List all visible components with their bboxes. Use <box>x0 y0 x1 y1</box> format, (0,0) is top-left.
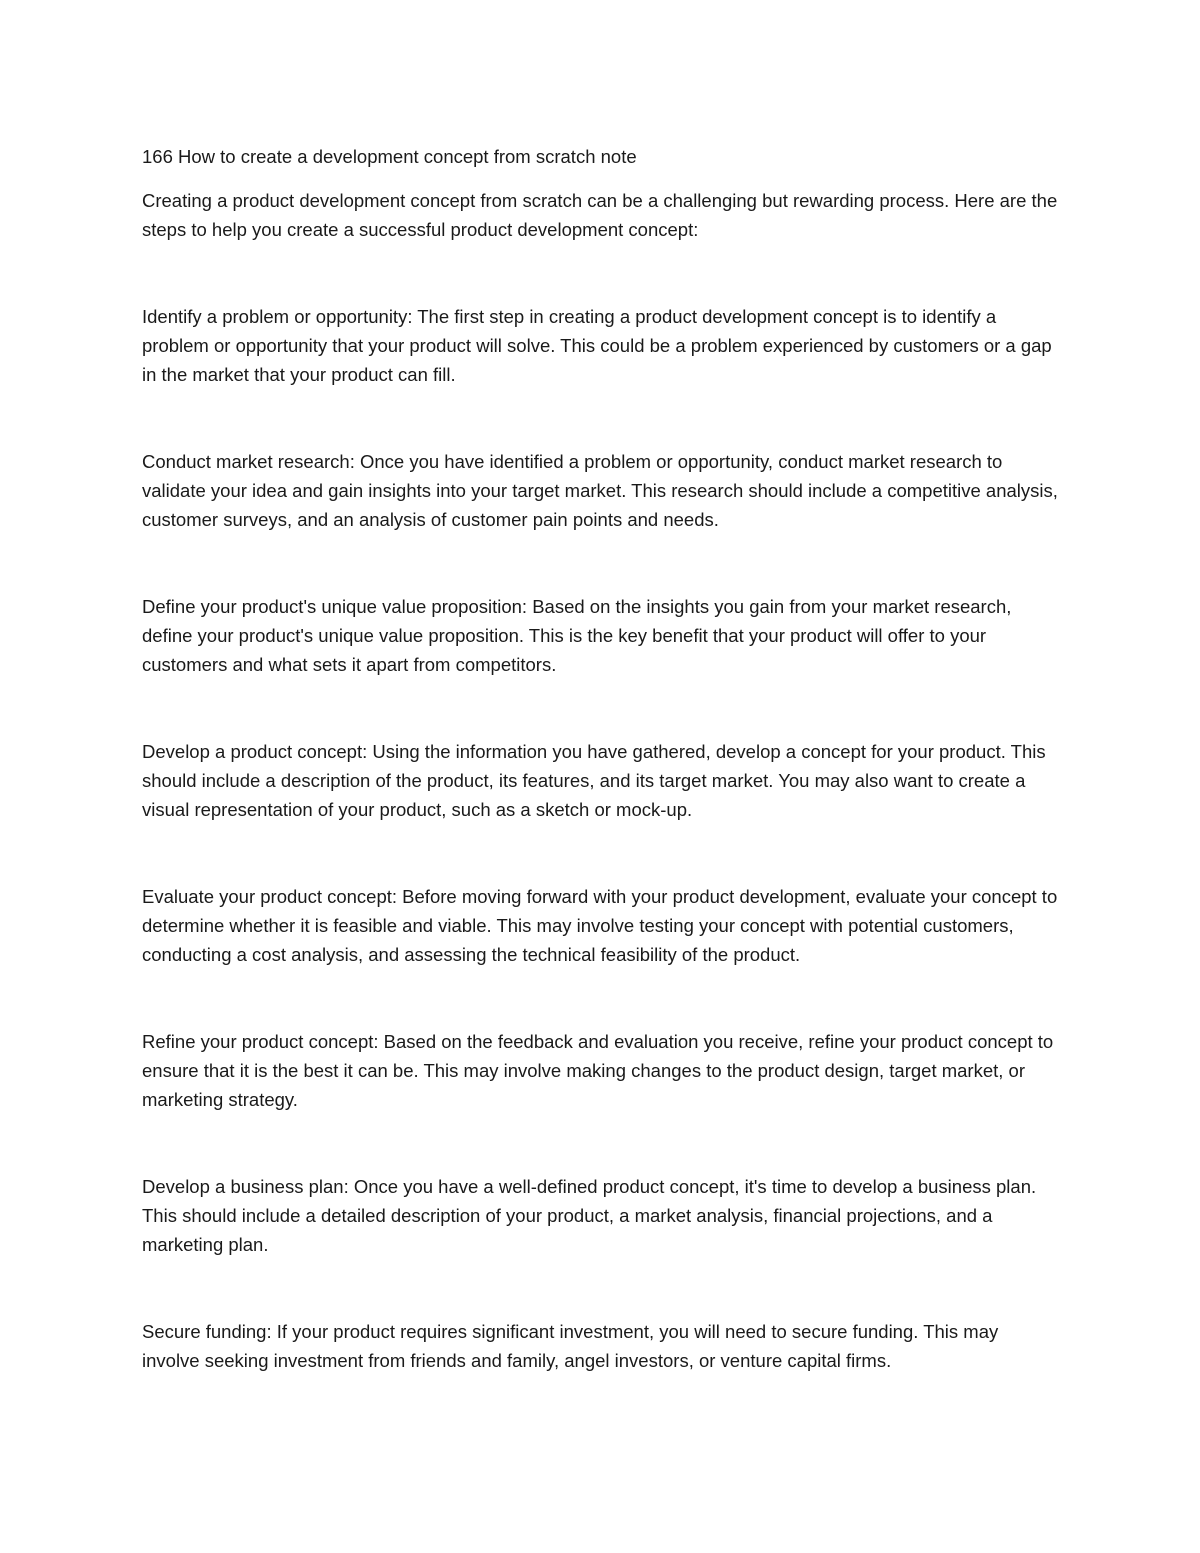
step-value-proposition: Define your product's unique value proposition: Based on the insights you gain from your market research, define your product's unique value proposition. This is the key benefit that your product will offer to your customers and what sets it apart from competitors. <box>142 596 1012 675</box>
document-body <box>142 142 1060 1433</box>
step-evaluate-concept: Evaluate your product concept: Before moving forward with your product development, evaluate your concept to determine whether it is feasible and viable. This may involve testing your concept with potential customers, conducting a cost analysis, and assessing the technical feasibility of the product. <box>142 886 1058 965</box>
step-identify-problem: Identify a problem or opportunity: The first step in creating a product development concept is to identify a problem or opportunity that your product will solve. This could be a problem experienced by customers or a gap in the market that your product can fill. <box>142 306 1052 385</box>
document-title: 166 How to create a development concept from scratch note <box>142 146 637 167</box>
step-secure-funding: Secure funding: If your product requires significant investment, you will need to secure funding. This may involve seeking investment from friends and family, angel investors, or venture capital firms. <box>142 1321 999 1371</box>
step-refine-concept: Refine your product concept: Based on the feedback and evaluation you receive, refine your product concept to ensure that it is the best it can be. This may involve making changes to the product design, target market, or marketing strategy. <box>142 1031 1054 1110</box>
step-product-concept: Develop a product concept: Using the information you have gathered, develop a concept for your product. This should include a description of the product, its features, and its target market. You may also want to create a visual representation of your product, such as a sketch or mock-up. <box>142 741 1046 820</box>
step-business-plan: Develop a business plan: Once you have a well-defined product concept, it's time to develop a business plan. This should include a detailed description of your product, a market analysis, financial projections, and a marketing plan. <box>142 1176 1037 1255</box>
step-market-research: Conduct market research: Once you have identified a problem or opportunity, conduct market research to validate your idea and gain insights into your target market. This research should include a competitive analysis, customer surveys, and an analysis of customer pain points and needs. <box>142 451 1058 530</box>
intro-paragraph: Creating a product development concept from scratch can be a challenging but rewarding process. Here are the steps to help you create a successful product development concept: <box>142 190 1058 240</box>
